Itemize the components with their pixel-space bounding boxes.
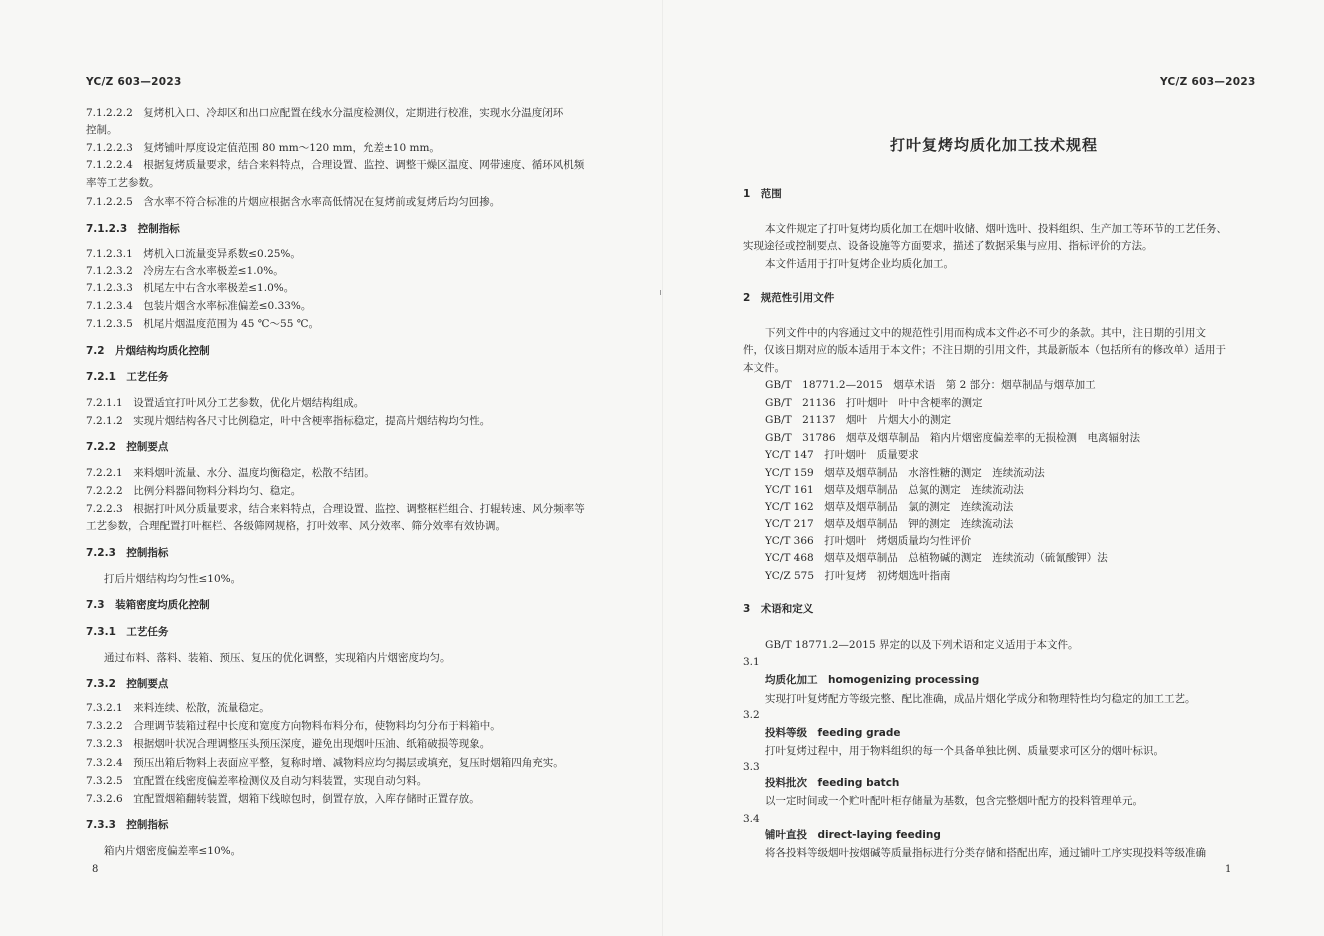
text-line: GB/T 18771.2—2015 界定的以及下列术语和定义适用于本文件。	[765, 639, 1079, 651]
section-heading: 7.1.2.3 控制指标	[86, 223, 180, 235]
text-line: 实现打叶复烤配方等级完整、配比准确，成品片烟化学成分和物理特性均匀稳定的加工工艺。	[765, 693, 1196, 705]
text-line: GB/T 21137 烟叶 片烟大小的测定	[765, 414, 952, 426]
section-heading: 1 范围	[743, 188, 782, 200]
text-line: YC/T 147 打叶烟叶 质量要求	[765, 449, 919, 461]
text-line: YC/T 162 烟草及烟草制品 氯的测定 连续流动法	[765, 501, 1014, 513]
scan-speck	[660, 290, 661, 295]
text-line: 控制。	[86, 124, 118, 136]
text-line: 打叶复烤过程中，用于物料组织的每一个具备单独比例、质量要求可区分的烟叶标识。	[765, 745, 1164, 757]
text-line: 7.1.2.3.3 机尾左中右含水率极差≤1.0%。	[86, 282, 295, 294]
text-line: 7.1.2.2.4 根据复烤质量要求，结合来料特点，合理设置、监控、调整干燥区温度、网带速度、循环风机频	[86, 159, 585, 171]
text-line: YC/T 217 烟草及烟草制品 钾的测定 连续流动法	[765, 518, 1014, 530]
section-heading: 7.3.1 工艺任务	[86, 626, 169, 638]
text-line: 7.2.1.2 实现片烟结构各尺寸比例稳定，叶中含梗率指标稳定，提高片烟结构均匀性。	[86, 415, 491, 427]
text-line: 7.1.2.2.5 含水率不符合标准的片烟应根据含水率高低情况在复烤前或复烤后均匀回掺。	[86, 196, 501, 208]
text-line: 本文件。	[743, 362, 785, 374]
section-heading: 2 规范性引用文件	[743, 292, 835, 304]
section-heading: 7.3 装箱密度均质化控制	[86, 599, 210, 611]
text-line: 7.3.2.5 宜配置在线密度偏差率检测仪及自动匀料装置，实现自动匀料。	[86, 775, 428, 787]
text-line: 将各投料等级烟叶按烟碱等质量指标进行分类存储和搭配出库，通过铺叶工序实现投料等级准确	[765, 847, 1206, 859]
text-line: 3.2	[743, 709, 760, 721]
section-heading: 7.2.1 工艺任务	[86, 371, 169, 383]
section-heading: 投料批次 feeding batch	[765, 777, 900, 789]
text-line: YC/T 159 烟草及烟草制品 水溶性糖的测定 连续流动法	[765, 467, 1045, 479]
text-line: 下列文件中的内容通过文中的规范性引用而构成本文件必不可少的条款。其中，注日期的引用文	[765, 327, 1206, 339]
text-line: 通过布料、落料、装箱、预压、复压的优化调整，实现箱内片烟密度均匀。	[104, 652, 451, 664]
text-line: 7.1.2.3.2 冷房左右含水率极差≤1.0%。	[86, 265, 284, 277]
text-line: 打后片烟结构均匀性≤10%。	[104, 573, 242, 585]
section-heading: 铺叶直投 direct-laying feeding	[765, 829, 941, 841]
section-heading: 7.2.2 控制要点	[86, 441, 169, 453]
text-line: 7.2.2.2 比例分料器间物料分料均匀、稳定。	[86, 485, 302, 497]
text-line: GB/T 31786 烟草及烟草制品 箱内片烟密度偏差率的无损检测 电离辐射法	[765, 432, 1141, 444]
text-line: 以一定时间或一个贮叶配叶柜存储量为基数，包含完整烟叶配方的投料管理单元。	[765, 795, 1143, 807]
text-line: 7.1.2.3.5 机尾片烟温度范围为 45 ℃～55 ℃。	[86, 318, 319, 330]
text-line: 3.1	[743, 656, 760, 668]
right-page	[662, 0, 1324, 936]
text-line: YC/Z 575 打叶复烤 初烤烟选叶指南	[765, 570, 951, 582]
text-line: YC/T 468 烟草及烟草制品 总植物碱的测定 连续流动（硫氰酸钾）法	[765, 552, 1108, 564]
text-line: 7.3.2.2 合理调节装箱过程中长度和宽度方向物料布料分布，使物料均匀分布于料箱中。	[86, 720, 501, 732]
text-line: 本文件规定了打叶复烤均质化加工在烟叶收储、烟叶选叶、投料组织、生产加工等环节的工艺任务、	[765, 223, 1227, 235]
section-heading: 7.3.2 控制要点	[86, 678, 169, 690]
section-heading: 投料等级 feeding grade	[765, 727, 901, 739]
text-line: 7.1.2.3.4 包装片烟含水率标准偏差≤0.33%。	[86, 300, 312, 312]
section-heading: 3 术语和定义	[743, 603, 814, 615]
text-line: YC/T 366 打叶烟叶 烤烟质量均匀性评价	[765, 535, 972, 547]
text-line: 率等工艺参数。	[86, 177, 160, 189]
section-heading: 7.3.3 控制指标	[86, 819, 169, 831]
right-page-number: 1	[1225, 864, 1232, 875]
section-heading: 7.2.3 控制指标	[86, 547, 169, 559]
text-line: 7.3.2.6 宜配置烟箱翻转装置，烟箱下线晾包时，倒置存放，入库存储时正置存放。	[86, 793, 480, 805]
text-line: 箱内片烟密度偏差率≤10%。	[104, 845, 242, 857]
text-line: 3.3	[743, 761, 760, 773]
text-line: 3.4	[743, 813, 760, 825]
left-page-number: 8	[92, 864, 99, 875]
text-line: GB/T 18771.2—2015 烟草术语 第 2 部分：烟草制品与烟草加工	[765, 379, 1096, 391]
left-header-code: YC/Z 603—2023	[86, 76, 182, 88]
text-line: 7.1.2.2.3 复烤铺叶厚度设定值范围 80 mm～120 mm，允差±10 mm。	[86, 142, 440, 154]
text-line: 件，仅该日期对应的版本适用于本文件；不注日期的引用文件，其最新版本（包括所有的修改单）适用于	[743, 344, 1226, 356]
text-line: 工艺参数，合理配置打叶框栏、各级筛网规格，打叶效率、风分效率、筛分效率有效协调。	[86, 520, 506, 532]
right-header-code: YC/Z 603—2023	[1160, 76, 1256, 88]
text-line: 本文件适用于打叶复烤企业均质化加工。	[765, 258, 954, 270]
section-heading: 均质化加工 homogenizing processing	[765, 674, 980, 686]
text-line: 7.3.2.1 来料连续、松散，流量稳定。	[86, 702, 270, 714]
text-line: YC/T 161 烟草及烟草制品 总氮的测定 连续流动法	[765, 484, 1024, 496]
text-line: 7.3.2.4 预压出箱后物料上表面应平整，复称时增、减物料应均匀揭层或填充，复压时烟箱四角充实。	[86, 757, 564, 769]
text-line: 实现途径或控制要点、设备设施等方面要求，描述了数据采集与应用、指标评价的方法。	[743, 240, 1153, 252]
text-line: 7.2.2.3 根据打叶风分质量要求，结合来料特点，合理设置、监控、调整框栏组合、打辊转速、风分频率等	[86, 503, 585, 515]
section-heading: 7.2 片烟结构均质化控制	[86, 345, 210, 357]
document-title: 打叶复烤均质化加工技术规程	[889, 136, 1098, 154]
text-line: 7.2.2.1 来料烟叶流量、水分、温度均衡稳定，松散不结团。	[86, 467, 375, 479]
text-line: 7.3.2.3 根据烟叶状况合理调整压头预压深度，避免出现烟叶压油、纸箱破损等现象。	[86, 738, 491, 750]
text-line: GB/T 21136 打叶烟叶 叶中含梗率的测定	[765, 397, 983, 409]
text-line: 7.2.1.1 设置适宜打叶风分工艺参数，优化片烟结构组成。	[86, 397, 365, 409]
text-line: 7.1.2.2.2 复烤机入口、冷却区和出口应配置在线水分温度检测仪，定期进行校准，实现水分温度闭环	[86, 107, 564, 119]
text-line: 7.1.2.3.1 烤机入口流量变异系数≤0.25%。	[86, 248, 301, 260]
